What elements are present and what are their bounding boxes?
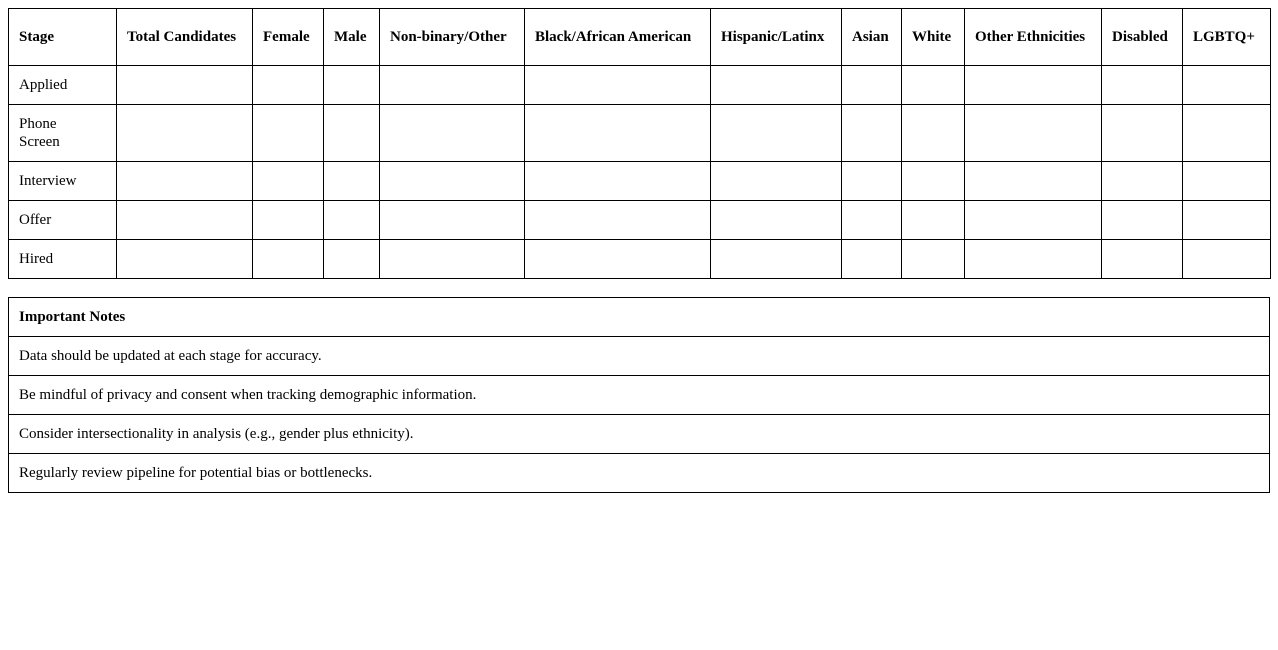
table-cell (253, 105, 324, 162)
table-cell (1102, 240, 1183, 279)
notes-table (8, 297, 1270, 493)
table-cell (380, 240, 525, 279)
header-stage: Stage (9, 9, 117, 66)
table-cell (1102, 105, 1183, 162)
table-cell (380, 201, 525, 240)
stage-cell: Phone Screen (9, 105, 117, 162)
table-cell (902, 66, 965, 105)
table-cell (902, 201, 965, 240)
table-cell (380, 162, 525, 201)
table-cell (253, 240, 324, 279)
table-cell (1183, 162, 1271, 201)
header-asian: Asian (842, 9, 902, 66)
table-cell (965, 240, 1102, 279)
table-cell (324, 105, 380, 162)
header-white: White (902, 9, 965, 66)
header-lgbtq: LGBTQ+ (1183, 9, 1271, 66)
table-cell (711, 162, 842, 201)
header-black-african-american: Black/African American (525, 9, 711, 66)
table-cell (1183, 105, 1271, 162)
table-cell (380, 105, 525, 162)
table-cell (842, 201, 902, 240)
table-cell (842, 105, 902, 162)
table-cell (842, 66, 902, 105)
table-cell (525, 240, 711, 279)
table-row (9, 66, 1271, 105)
table-cell (902, 105, 965, 162)
table-cell (711, 240, 842, 279)
list-item (9, 454, 1270, 493)
header-disabled: Disabled (1102, 9, 1183, 66)
table-cell (380, 66, 525, 105)
table-cell (117, 162, 253, 201)
header-non-binary-other: Non-binary/Other (380, 9, 525, 66)
note-text: Regularly review pipeline for potential bias or bottlenecks. (9, 454, 1270, 493)
table-cell (965, 162, 1102, 201)
list-item (9, 337, 1270, 376)
table-cell (1102, 201, 1183, 240)
table-row (9, 105, 1271, 162)
table-cell (965, 105, 1102, 162)
table-row (9, 240, 1271, 279)
table-cell (1183, 240, 1271, 279)
table-cell (324, 240, 380, 279)
notes-header-row (9, 298, 1270, 337)
table-cell (253, 162, 324, 201)
table-cell (842, 240, 902, 279)
header-other-ethnicities: Other Ethnicities (965, 9, 1102, 66)
table-cell (842, 162, 902, 201)
list-item (9, 415, 1270, 454)
table-cell (117, 201, 253, 240)
notes-title: Important Notes (9, 298, 1270, 337)
table-cell (253, 66, 324, 105)
stage-cell: Hired (9, 240, 117, 279)
header-total-candidates: Total Candidates (117, 9, 253, 66)
table-row (9, 162, 1271, 201)
table-cell (324, 201, 380, 240)
table-cell (253, 201, 324, 240)
table-cell (525, 162, 711, 201)
table-cell (117, 66, 253, 105)
table-row (9, 201, 1271, 240)
table-cell (965, 201, 1102, 240)
table-cell (117, 105, 253, 162)
note-text: Data should be updated at each stage for accuracy. (9, 337, 1270, 376)
stage-cell: Interview (9, 162, 117, 201)
header-hispanic-latinx: Hispanic/Latinx (711, 9, 842, 66)
table-cell (902, 162, 965, 201)
note-text: Consider intersectionality in analysis (e.g., gender plus ethnicity). (9, 415, 1270, 454)
table-cell (1183, 201, 1271, 240)
table-cell (525, 66, 711, 105)
pipeline-table (8, 8, 1271, 279)
list-item (9, 376, 1270, 415)
table-cell (525, 201, 711, 240)
header-female: Female (253, 9, 324, 66)
table-cell (1183, 66, 1271, 105)
table-cell (1102, 66, 1183, 105)
table-cell (965, 66, 1102, 105)
header-row (9, 9, 1271, 66)
stage-cell: Applied (9, 66, 117, 105)
table-cell (117, 240, 253, 279)
table-cell (1102, 162, 1183, 201)
stage-cell: Offer (9, 201, 117, 240)
header-male: Male (324, 9, 380, 66)
table-cell (902, 240, 965, 279)
table-cell (324, 162, 380, 201)
table-cell (711, 105, 842, 162)
table-cell (711, 66, 842, 105)
table-cell (525, 105, 711, 162)
note-text: Be mindful of privacy and consent when tracking demographic information. (9, 376, 1270, 415)
table-cell (711, 201, 842, 240)
table-cell (324, 66, 380, 105)
